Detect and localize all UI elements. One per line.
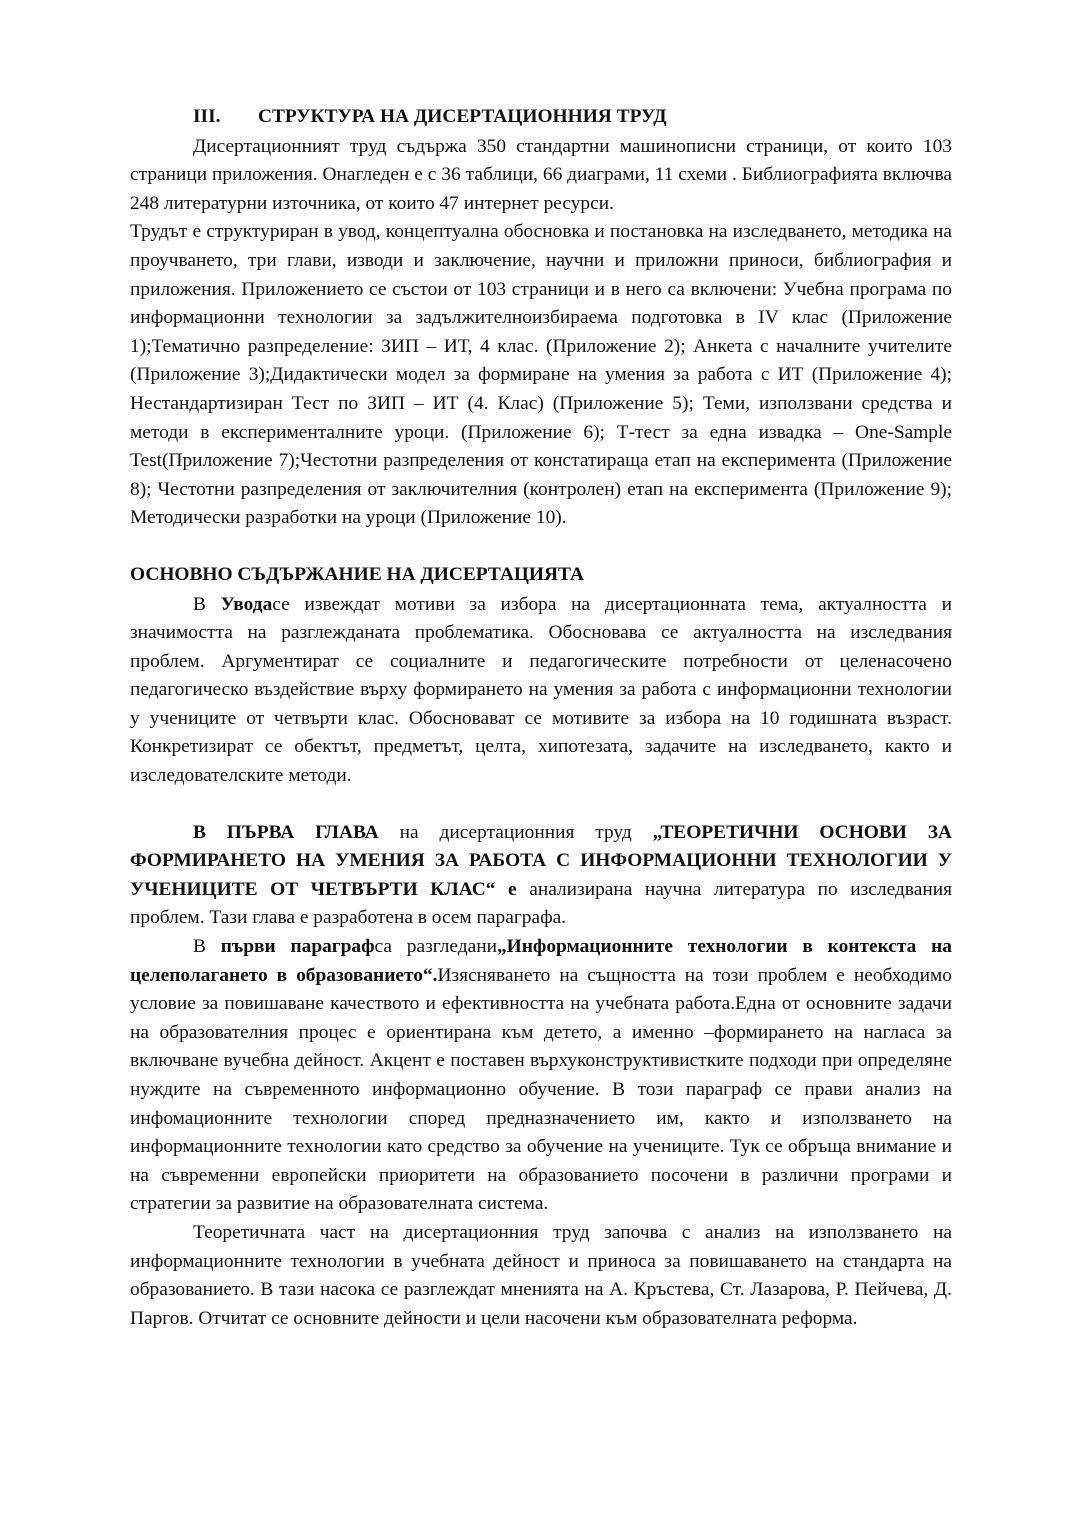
first-paragraph-topic: „Информационните технологии в контекста на целеполагането в образованието“. [130, 936, 953, 986]
first-paragraph-connector: са разгледани [374, 936, 497, 958]
theory-paragraph: Теоретичната част на дисертационния труд започва с анализ на използването на информационните технологии в учебната дейност и приноса за повишаването на стандарта на образованието. В тази насока се разглеждат мненията на А. Кръстева, Ст. Лазарова, Р. Пейчева, Д. Паргов. Отчитат се основните дейности и цели насочени към образователната реформа. [130, 1221, 952, 1329]
first-paragraph-label: първи параграф [220, 936, 375, 958]
main-content-heading: ОСНОВНО СЪДЪРЖАНИЕ НА ДИСЕРТАЦИЯТА [130, 563, 584, 585]
chapter-one-paragraph [130, 819, 952, 933]
structure-paragraph: Дисертационният труд съдържа 350 стандартни машинописни страници, от които 103 страници приложения. Онагледен е с 36 таблици, 66 диаграми, 11 схеми . Библиографията включва 248 литературни източника, от които 47 интернет ресурси. [130, 135, 952, 214]
chapter-one-connector: на дисертационния труд [378, 821, 653, 843]
chapter-one-text: анализирана научна литература по изследвания проблем. Тази глава е разработена в осем параграфа. [130, 878, 952, 929]
introduction-paragraph [130, 591, 952, 791]
chapter-one-lead: В ПЪРВА ГЛАВА [193, 821, 379, 843]
intro-text: се извеждат мотиви за избора на дисертационната тема, актуалността и значимостта на разглежданата проблематика. Обосновава се актуалността на изследвания проблем. Аргументират се социалните и педагогическите потребности от целенасочено педагогическо въздействие върху формирането на умения за работа с информационни технологии у учениците от четвърти клас. Обосновават се мотивите за избора на 10 годишната възраст. Конкретизират се обектът, предметът, целта, хипотезата, задачите на изследването, както и изследователските методи. [130, 593, 953, 787]
first-paragraph-description [130, 933, 952, 1219]
intro-prefix: В [193, 593, 221, 615]
section-heading [130, 103, 952, 132]
chapter-one-title: „ТЕОРЕТИЧНИ ОСНОВИ ЗА ФОРМИРАНЕТО НА УМЕНИЯ ЗА РАБОТА С ИНФОРМАЦИОННИ ТЕХНОЛОГИИ У УЧЕНИЦИТЕ ОТ ЧЕТВЪРТИ КЛАС“ е [130, 821, 952, 900]
intro-bold-term: Увода [220, 593, 273, 615]
first-paragraph-prefix: В [193, 936, 221, 958]
structure-description-paragraph: Трудът е структуриран в увод, концептуална обосновка и постановка на изследването, методика на проучването, три глави, изводи и заключение, научни и приложни приноси, библиография и приложения. Приложението се състои от 103 страници и в него са включени: Учебна програма по информационни технологии за задължителноизбираема подготовка в IV клас (Приложение 1);Тематично разпределение: ЗИП – ИТ, 4 клас. (Приложение 2); Анкета с началните учителите (Приложение 3);Дидактически модел за формиране на умения за работа с ИТ (Приложение 4); Нестандартизиран Тест по ЗИП – ИТ (4. Клас) (Приложение 5); Теми, използвани средства и методи в експерименталните уроци. (Приложение 6); Т-тест за една извадка – One-Sample Test(Приложение 7);Честотни разпределения от констатираща етап на експеримента (Приложение 8); Честотни разпределения от заключителния (контролен) етап на експеримента (Приложение 9); Методически разработки на уроци (Приложение 10). [130, 221, 952, 529]
section-number: III. [193, 106, 221, 127]
document-page [130, 103, 952, 1333]
first-paragraph-text: Изясняването на същността на този проблем е необходимо условие за повишаване качеството и ефективността на учебната работа.Една от основните задачи на образователния процес е ориентирана към детето, а именно –формирането на нагласа за включване вучебна дейност. Акцент е поставен върхуконструктивистките подходи при определяне нуждите на съвременното информационно обучение. В този параграф се прави анализ на инфомационните технологии според предназначението им, както и използването на информационните технологии като средство за обучение на учениците. Тук се обръща внимание и на съвременни европейски приоритети на образованието посочени в различни програми и стратегии за развитие на образователната система. [130, 964, 952, 1215]
section-title: СТРУКТУРА НА ДИСЕРТАЦИОННИЯ ТРУД [258, 106, 667, 127]
